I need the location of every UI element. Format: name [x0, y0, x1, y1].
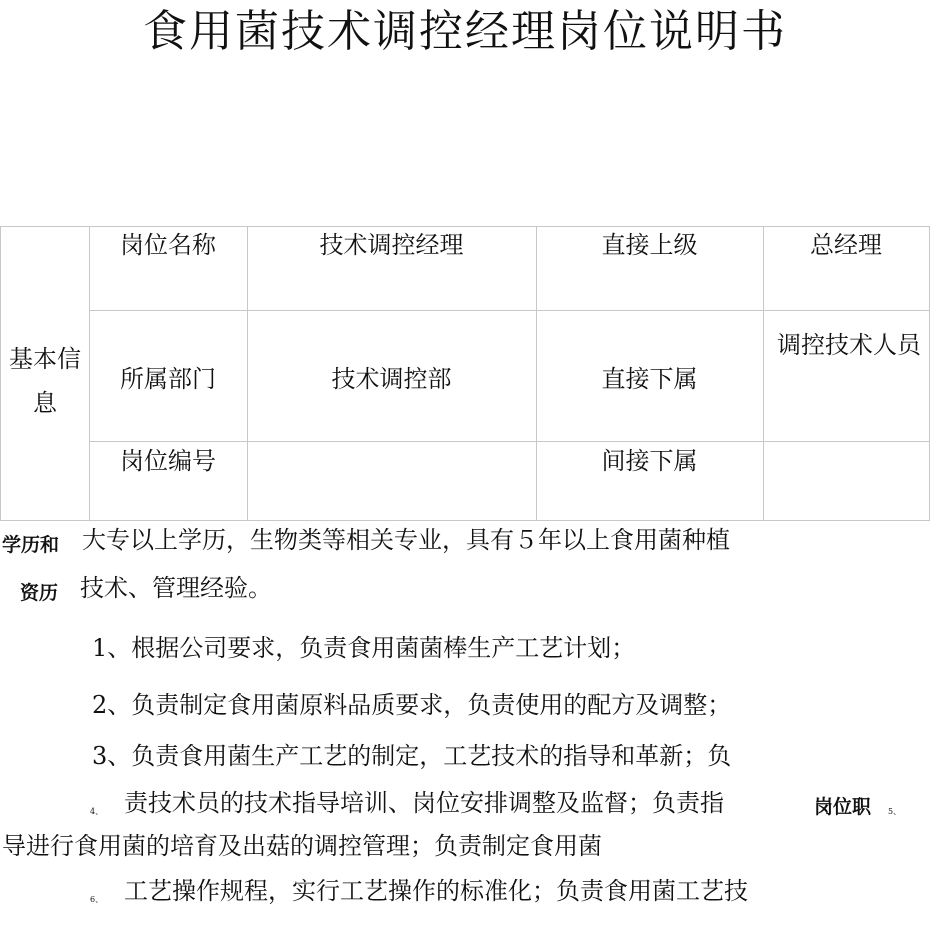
row1-label2: 直接上级 — [601, 231, 698, 259]
duty-line-1: 1、根据公司要求，负责食用菌菌棒生产工艺计划； — [92, 634, 636, 662]
table-divider — [763, 227, 764, 520]
education-label-line2: 资历 — [20, 582, 59, 604]
education-label-line1: 学历和 — [2, 534, 60, 556]
document-title: 食用菌技术调控经理岗位说明书 — [143, 6, 787, 57]
education-text-line1: 大专以上学历，生物类等相关专业，具有５年以上食用菌种植 — [82, 526, 730, 554]
row2-value1: 技术调控部 — [331, 365, 452, 393]
duty-line-5: 导进行食用菌的培育及出菇的调控管理；负责制定食用菌 — [2, 832, 602, 860]
table-divider — [89, 441, 929, 442]
section-label: 基本信息 — [9, 345, 81, 417]
row2-value2: 调控技术人员 — [777, 331, 921, 359]
row1-value2: 总经理 — [810, 231, 882, 259]
duties-side-label: 岗位职 — [814, 796, 872, 818]
duty-marker-5: 5、 — [888, 807, 902, 816]
row3-label2: 间接下属 — [601, 447, 698, 475]
duty-line-4: 责技术员的技术指导培训、岗位安排调整及监督；负责指 — [124, 789, 724, 817]
row1-value1: 技术调控经理 — [319, 231, 464, 259]
row2-label2: 直接下属 — [601, 365, 698, 393]
row2-label1: 所属部门 — [120, 365, 216, 393]
duty-line-3: 3、负责食用菌生产工艺的制定，工艺技术的指导和革新；负 — [92, 742, 732, 770]
education-text-line2: 技术、管理经验。 — [80, 574, 272, 602]
basic-info-table — [0, 226, 930, 521]
table-divider — [89, 310, 929, 311]
duty-marker-6: 6、 — [90, 895, 104, 904]
duty-marker-4: 4、 — [90, 807, 104, 816]
duty-line-6: 工艺操作规程，实行工艺操作的标准化；负责食用菌工艺技 — [124, 877, 748, 905]
duty-line-2: 2、负责制定食用菌原料品质要求，负责使用的配方及调整； — [92, 691, 732, 719]
row3-label1: 岗位编号 — [120, 447, 216, 475]
row1-label1: 岗位名称 — [120, 231, 216, 259]
